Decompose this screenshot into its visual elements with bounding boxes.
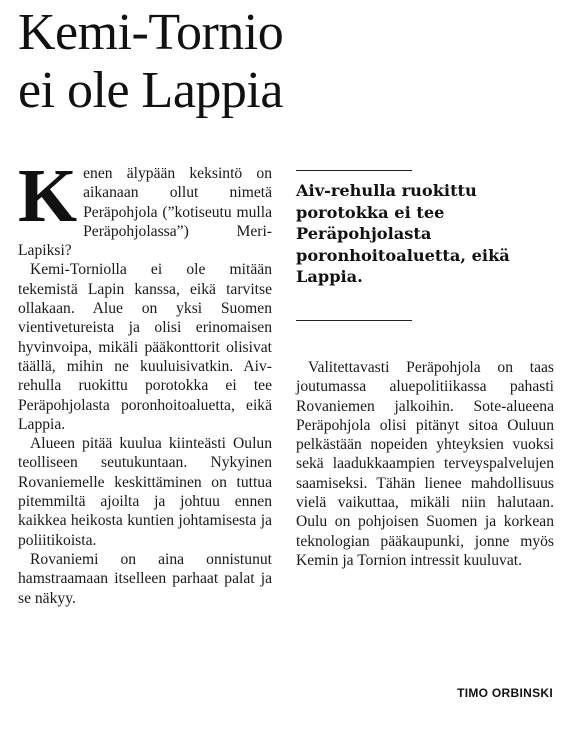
- paragraph-1-text: enen älypään keksintö on aikanaan ollut nimetä Peräpohjola (”kotiseutu mulla Peräpohjolassa”) Meri-Lapiksi?: [18, 165, 272, 260]
- paragraph-5: Valitettavasti Peräpohjola on taas joutumassa aluepolitiikassa pahasti Rovaniemen jalkoihin. Sote-alueena Peräpohjola olisi pitänyt sitoa Ouluun pelkästään nopeiden yhteyksien vuoksi sekä laadukkaampien terveyspalvelujen saamiseksi. Tähän lienee mahdollisuus vielä vaikuttaa, mikäli niin halutaan. Oulu on pohjoisen Suomen ja korkean teknologian pääkaupunki, jonne myös Kemin ja Tornion intressit kuuluvat.: [296, 359, 554, 569]
- author-byline: TIMO ORBINSKI: [457, 686, 553, 700]
- headline-line-1: Kemi-Tornio: [18, 4, 284, 61]
- left-column: [18, 154, 272, 608]
- pullquote-bottom-rule: [296, 320, 412, 321]
- paragraph-2: Kemi-Torniolla ei ole mitään tekemistä Lapin kanssa, eikä tarvitse ollakaan. Alue on yksi Suomen vientivetureista ja olisi erinomaisen hyvinvoipa, mikäli pääkonttorit olisivat täällä, mihin ne kuuluisivatkin. Aiv-rehulla ruokittu porotokka ei tee Peräpohjolasta poronhoitoaluetta, eikä Lappia.: [18, 261, 272, 433]
- drop-cap: K: [18, 154, 78, 238]
- pullquote-top-rule: [296, 170, 412, 171]
- headline-line-2: ei ole Lappia: [18, 62, 283, 119]
- pull-quote: Aiv-rehulla ruokittu porotokka ei tee Peräpohjolasta poronhoitoaluetta, eikä Lappia.: [296, 181, 510, 286]
- article-headline: [18, 4, 558, 120]
- right-column: [296, 358, 554, 570]
- paragraph-4: Rovaniemi on aina onnistunut hamstraamaan itselleen parhaat palat ja se näkyy.: [18, 550, 272, 607]
- paragraph-3: Alueen pitää kuulua kiinteästi Oulun teolliseen seutukuntaan. Nykyinen Rovaniemelle keskittäminen on tuttua pitemmiltä ajoilta ja johtuu ennen kaikkea heikosta kuntien johtamisesta ja poliitikoista.: [18, 435, 272, 549]
- paragraph-1: [18, 154, 272, 260]
